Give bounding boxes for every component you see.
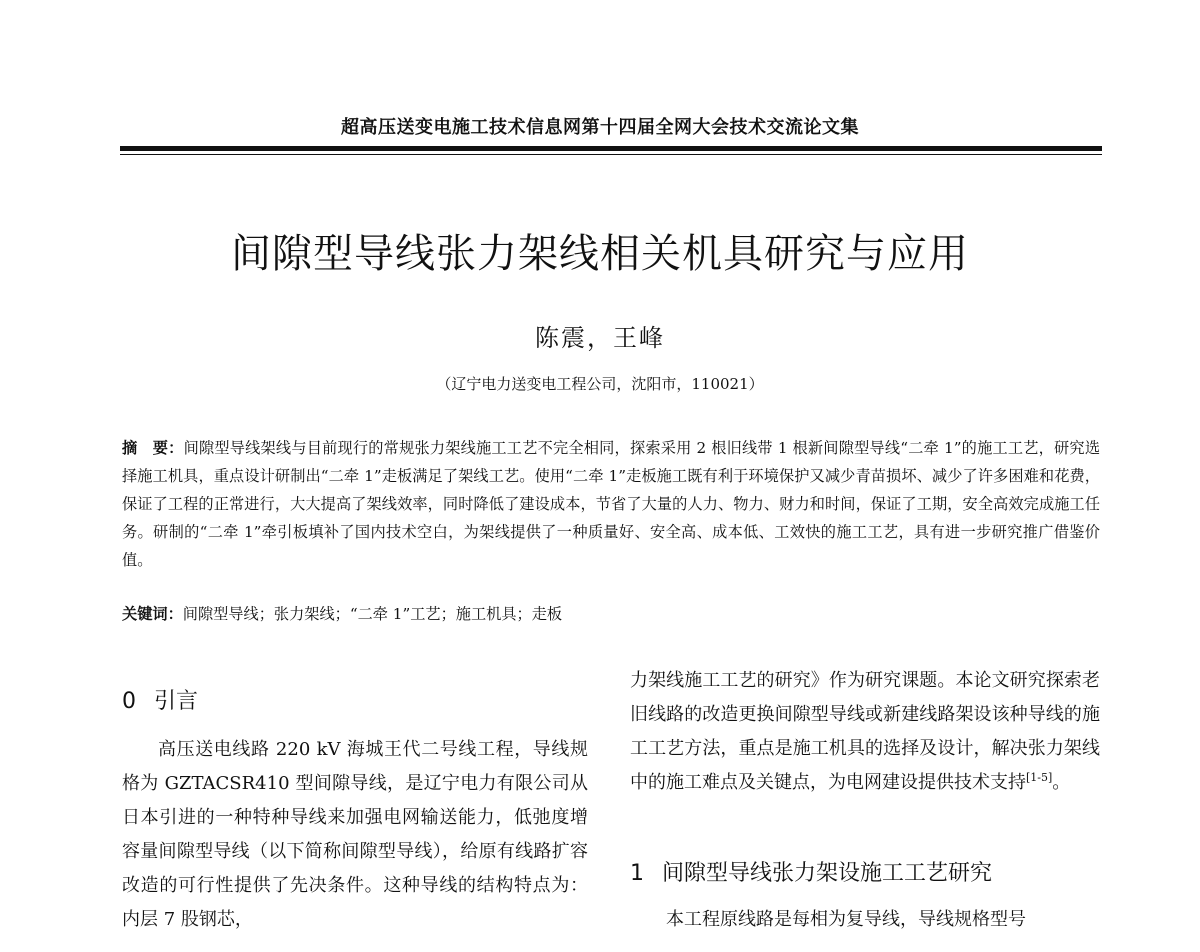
section-0-heading xyxy=(122,684,198,715)
abstract-text: 间隙型导线架线与目前现行的常规张力架线施工工艺不完全相同，探索采用 2 根旧线带 1 根新间隙型导线“二牵 1”的施工工艺，研究选择施工机具，重点设计研制出“二牵 1”走板满足了架线工艺。使用“二牵 1”走板施工既有利于环境保护又减少青苗损坏、减少了许多困难和花费，保证了工程的正常进行，大大提高了架线效率，同时降低了建设成本，节省了大量的人力、物力、财力和时间，保证了工期，安全高效完成施工任务。研制的“二牵 1”牵引板填补了国内技术空白，为架线提供了一种质量好、安全高、成本低、工效快的施工工艺，具有进一步研究推广借鉴价值。 xyxy=(122,439,1101,569)
header-rule-thick xyxy=(120,146,1102,151)
citation-ref: [1-5] xyxy=(1026,771,1053,784)
running-header: 超高压送变电施工技术信息网第十四届全网大会技术交流论文集 xyxy=(341,117,859,138)
authors: 陈震，王峰 xyxy=(535,324,665,352)
header-rule-thin xyxy=(120,154,1102,155)
affiliation: （辽宁电力送变电工程公司，沈阳市，110021） xyxy=(436,375,764,393)
keywords-label: 关键词： xyxy=(122,605,183,623)
section-1-number: 1 xyxy=(630,861,644,886)
section-0-title: 引言 xyxy=(154,689,199,714)
abstract-label: 摘 要： xyxy=(122,439,184,457)
right-paragraph-end: 。 xyxy=(1052,772,1071,793)
right-column-paragraph xyxy=(630,664,1100,800)
right-paragraph-text: 力架线施工工艺的研究》作为研究课题。本论文研究探索老旧线路的改造更换间隙型导线或新建线路架设该种导线的施工工艺方法，重点是施工机具的选择及设计，解决张力架线中的施工难点及关键点，为电网建设提供技术支持 xyxy=(630,670,1100,793)
section-0-paragraph: 高压送电线路 220 kV 海城王代二号线工程，导线规格为 GZTACSR410 型间隙导线，是辽宁电力有限公司从日本引进的一种特种导线来加强电网输送能力，低弛度增容量间隙型导线（以下简称间隙型导线），给原有线路扩容改造的可行性提供了先决条件。这种导线的结构特点为：内层 7 股钢芯， xyxy=(122,739,588,930)
section-1-heading xyxy=(630,856,992,887)
keywords-text: 间隙型导线；张力架线；“二牵 1”工艺；施工机具；走板 xyxy=(182,605,563,623)
section-1-paragraph: 本工程原线路是每相为复导线，导线规格型号 xyxy=(666,909,1026,930)
section-1-title: 间隙型导线张力架设施工工艺研究 xyxy=(662,861,993,886)
section-0-number: 0 xyxy=(122,689,136,714)
paper-title: 间隙型导线张力架线相关机具研究与应用 xyxy=(231,231,969,277)
keywords xyxy=(122,603,1100,625)
abstract xyxy=(122,434,1100,574)
